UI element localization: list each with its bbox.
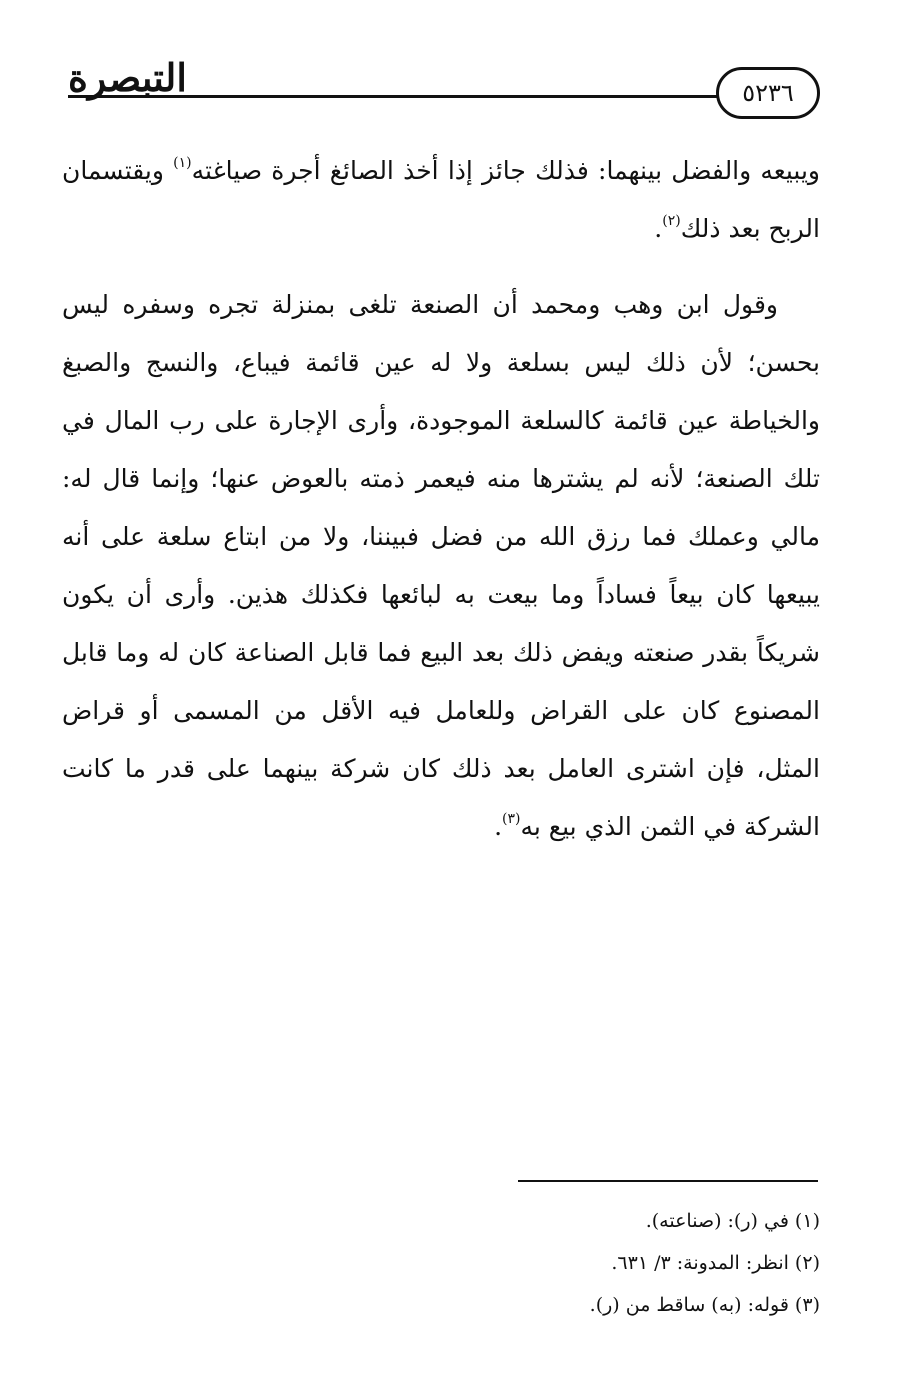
paragraph-1	[62, 142, 820, 258]
paragraph-2-text: وقول ابن وهب ومحمد أن الصنعة تلغى بمنزلة تجره وسفره ليس بحسن؛ لأن ذلك ليس بسلعة ولا له عين قائمة فيباع، والنسج والصبغ والخياطة عين قائمة كالسلعة الموجودة، وأرى الإجارة على رب المال في تلك الصنعة؛ لأنه لم يشترها منه فيعمر ذمته بالعوض عنها؛ وإنما قال له: مالي وعملك فما رزق الله من فضل فبيننا، ولا من ابتاع سلعة على أنه يبيعها كان بيعاً فساداً وما بيعت به لبائعها فكذلك هذين. وأرى أن يكون شريكاً بقدر صنعته ويفض ذلك بعد البيع فما قابل الصناعة كان له وما قابل المصنوع كان على القراض وللعامل فيه الأقل من المسمى أو قراض المثل، فإن اشترى العامل بعد ذلك كان شركة بينهما على قدر ما كانت الشركة في الثمن الذي بيع به	[62, 290, 821, 841]
paragraph-1-text-b: ويقتسمان الربح بعد ذلك	[62, 156, 820, 243]
book-title: التبصرة	[68, 55, 187, 100]
footnote-ref-1: (١)	[173, 155, 192, 171]
paragraph-1-ending: .	[654, 214, 663, 243]
footnote-2: (٢) انظر: المدونة: ٣/ ٦٣١.	[611, 1252, 820, 1274]
footnote-separator	[518, 1180, 818, 1182]
footnote-ref-3: (٣)	[502, 811, 521, 827]
main-text	[62, 142, 820, 856]
page-number-badge: ٥٢٣٦	[716, 67, 820, 119]
paragraph-1-text-a: ويبيعه والفضل بينهما: فذلك جائز إذا أخذ الصائغ أجرة صياغته	[191, 156, 820, 185]
footnote-1: (١) في (ر): (صناعته).	[645, 1210, 820, 1232]
paragraph-2-ending: .	[494, 812, 503, 841]
footnote-ref-2: (٢)	[662, 213, 681, 229]
paragraph-2	[62, 276, 820, 856]
footnotes	[120, 1200, 820, 1326]
footnote-3: (٣) قوله: (به) ساقط من (ر).	[589, 1294, 820, 1316]
running-header	[68, 55, 820, 123]
